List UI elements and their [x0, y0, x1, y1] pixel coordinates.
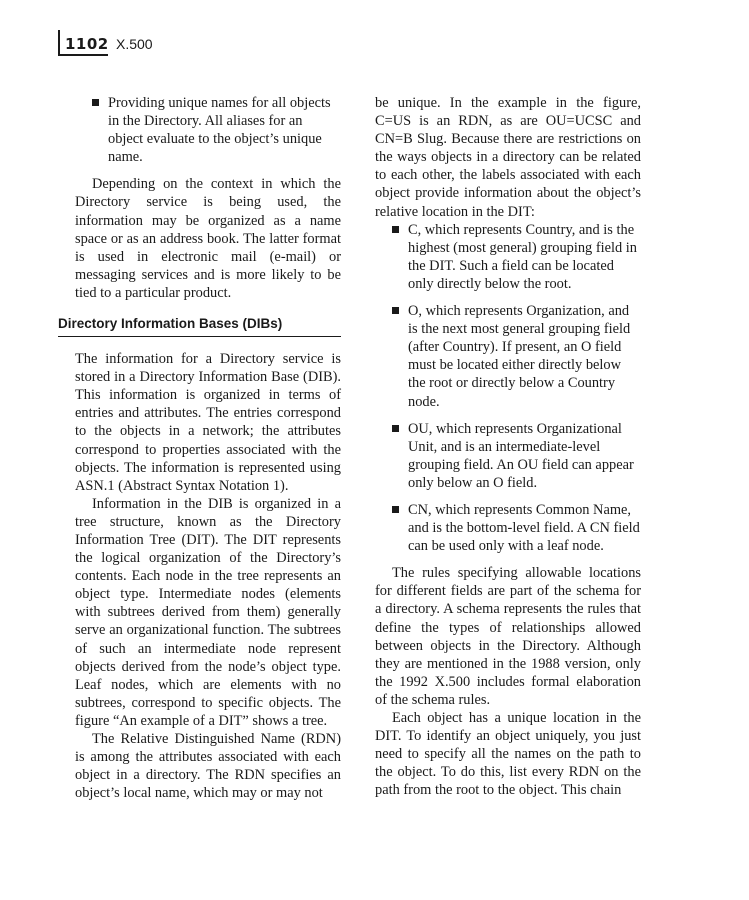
paragraph-tree: Information in the DIB is organized in a tree structure, known as the Directory Information Tree (DIT). The DIT represents the logical organization of the Directory’s contents. Each node in the tree represents an object type. Intermediate nodes (elements with subtrees derived from them) generally serve an organizational function. The subtrees of such an intermediate node represent objects derived from the node’s object type. Leaf nodes, which are elements with no subtrees, correspond to specific objects. The figure “An example of a DIT” shows a tree.: [75, 495, 341, 729]
left-column: [58, 94, 341, 802]
paragraph-rules: The rules specifying allowable locations for different fields are part of the schema for a directory. A schema represents the rules that define the types of relationships allowed between objects in the Directory. Although they are mentioned in the 1988 version, only the 1992 X.500 includes formal elaboration of the schema rules.: [375, 565, 641, 708]
square-bullet-icon: [92, 99, 99, 106]
square-bullet-icon: [392, 425, 399, 432]
section-heading: Directory Information Bases (DIBs): [58, 315, 341, 337]
list-item: [375, 302, 641, 411]
list-item: [375, 501, 641, 555]
list-item-text: Providing unique names for all objects in the Directory. All aliases for an object evaluate to the object’s unique name.: [108, 95, 331, 166]
list-item-text: CN, which represents Common Name, and is the bottom-level field. A CN field can be used only with a leaf node.: [408, 501, 640, 555]
header-rule-horizontal: [58, 54, 108, 56]
square-bullet-icon: [392, 226, 399, 233]
bullet-list-left: [75, 94, 341, 166]
paragraph-continued: be unique. In the example in the figure, C=US is an RDN, as are OU=UCSC and CN=B Slug. Because there are restrictions on the ways objects in a directory can be related to each other, the labels associated with each object provide information about the object’s relative location in the DIT:: [375, 95, 641, 220]
list-item-text: O, which represents Organization, and is the next most general grouping field (after Country). If present, an O field must be located either directly below the root or directly below a Country node.: [408, 303, 631, 410]
paragraph-location: Each object has a unique location in the DIT. To identify an object uniquely, you just need to specify all the names on the path to the object. To do this, list every RDN on the path from the root to the object. This chain: [375, 710, 641, 799]
list-item: [75, 94, 341, 166]
page-number: 1102: [65, 35, 109, 53]
right-column: [375, 94, 641, 799]
paragraph-rdn: The Relative Distinguished Name (RDN) is among the attributes associated with each object in a directory. The RDN specifies an object’s local name, which may or may not: [75, 731, 341, 802]
list-item: [375, 420, 641, 492]
bullet-list-right: [375, 221, 641, 556]
square-bullet-icon: [392, 506, 399, 513]
paragraph-context: Depending on the context in which the Directory service is being used, the information may be organized as a name space or as an address book. The latter format is used in electronic mail (e-mail) or messaging services and is more likely to be tied to a particular product.: [75, 176, 341, 301]
paragraph-dib: The information for a Directory service is stored in a Directory Information Base (DIB). This information is organized in terms of entries and attributes. The entries correspond to the objects in a network; the attributes correspond to properties associated with the objects. The information is represented using ASN.1 (Abstract Syntax Notation 1).: [75, 351, 341, 494]
list-item-text: OU, which represents Organizational Unit, and is an intermediate-level grouping field. An OU field can appear only below an O field.: [408, 420, 634, 491]
header-rule-vertical: [58, 30, 60, 56]
list-item-text: C, which represents Country, and is the highest (most general) grouping field in the DIT. Such a field can be located only directly below the root.: [408, 221, 637, 292]
list-item: [375, 221, 641, 293]
square-bullet-icon: [392, 307, 399, 314]
running-title: X.500: [116, 36, 153, 52]
